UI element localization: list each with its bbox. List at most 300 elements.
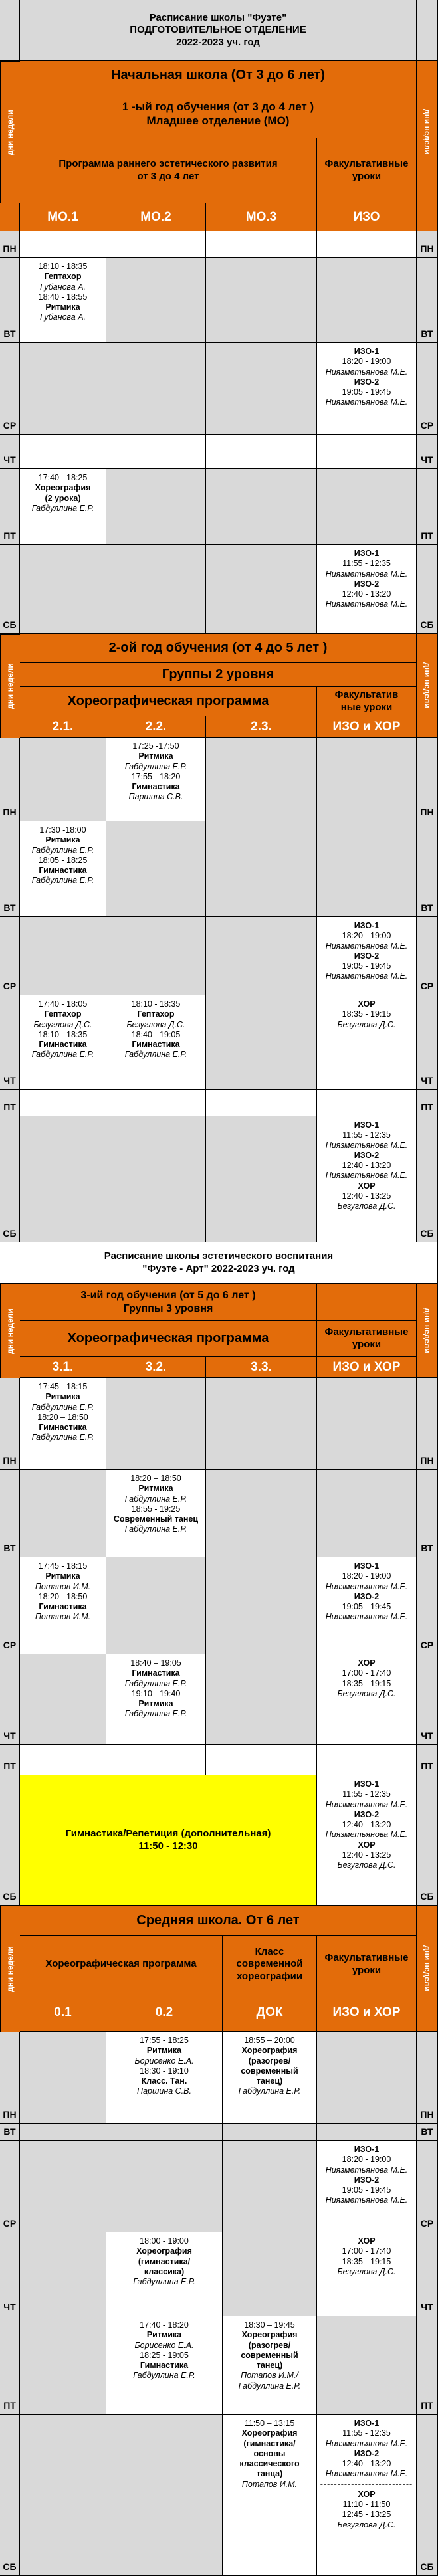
text-line: ИЗО-2 — [354, 2448, 380, 2458]
text-line: Ниязметьянова М.Е. — [325, 971, 408, 981]
text-line: ЧТ — [421, 454, 433, 465]
text-line: Ниязметьянова М.Е. — [325, 569, 408, 579]
schedule-cell — [106, 1557, 206, 1654]
schedule-cell — [317, 1378, 417, 1470]
text-line: ХОР — [358, 2236, 376, 2246]
schedule-cell — [206, 738, 317, 821]
text-line: ПН — [3, 806, 17, 817]
text-line: 18:20 - 18:50 — [38, 1591, 88, 1601]
day-label-right — [417, 435, 438, 469]
schedule-cell — [317, 2124, 417, 2141]
text-line: Безуглова Д.С. — [126, 1019, 185, 1029]
column-header — [20, 716, 106, 738]
text-line: Ритмика — [146, 2046, 182, 2056]
day-label-left — [0, 2316, 20, 2415]
text-line: 11:50 - 12:30 — [138, 1840, 198, 1852]
text-line: 19:05 - 19:45 — [342, 1602, 391, 1611]
text-line: Габдуллина Е.Р. — [124, 761, 187, 771]
schedule-cell — [106, 2141, 223, 2232]
day-label-left — [0, 2032, 20, 2124]
column-header — [20, 203, 106, 231]
schedule-cell — [206, 1116, 317, 1242]
schedule-cell — [20, 1470, 106, 1557]
day-label-right — [417, 258, 438, 343]
text-line: 12:40 - 13:25 — [342, 1850, 391, 1860]
text-line: Класс современной хореографии — [236, 1946, 303, 1982]
text-line: Гимнастика — [132, 782, 180, 791]
day-label-left — [0, 2415, 20, 2576]
schedule-cell — [106, 2415, 223, 2576]
side-label-right — [417, 1906, 438, 2032]
text-line: Ниязметьянова М.Е. — [325, 1171, 408, 1181]
section2-program-header — [20, 687, 317, 716]
text-line: Хореография — [35, 483, 91, 493]
text-line: ИЗО-1 — [354, 2419, 380, 2428]
section1-subtitle — [20, 90, 417, 138]
text-line: Габдуллина Е.Р. — [124, 1494, 187, 1504]
section2-title — [20, 634, 417, 663]
schedule-cell — [317, 821, 417, 917]
text-line: 12:40 - 13:20 — [342, 1820, 391, 1829]
text-line: ВТ — [3, 2126, 16, 2137]
schedule-cell — [206, 1378, 317, 1470]
text-line: ИЗО-1 — [354, 549, 380, 558]
text-line: ИЗО-2 — [354, 579, 380, 589]
schedule-cell — [317, 435, 417, 469]
day-label-right — [417, 821, 438, 917]
text-line: Габдуллина Е.Р. — [31, 1050, 94, 1060]
text-line: Факультативные уроки — [324, 1326, 409, 1350]
text-line: Гимнастика — [132, 1668, 180, 1678]
text-line: 2.2. — [145, 719, 167, 734]
text-line: 18:00 - 19:00 — [140, 2236, 189, 2246]
day-label-left — [0, 1654, 20, 1745]
text-line: 3-ий год обучения (от 5 до 6 лет ) — [80, 1289, 256, 1301]
text-line: дни недели — [422, 109, 432, 155]
text-line: 12:40 - 13:25 — [342, 1191, 391, 1201]
text-line: Безуглова Д.С. — [337, 1860, 396, 1870]
schedule-cell — [106, 738, 206, 821]
side-gap — [417, 203, 438, 231]
day-label-left — [0, 821, 20, 917]
text-line: ВТ — [421, 2126, 433, 2137]
section1-program-header — [20, 138, 317, 203]
section4-contemporary-header — [223, 1936, 317, 1993]
day-label-left — [0, 1090, 20, 1116]
text-line: СБ — [3, 1890, 17, 1902]
text-line: 17:00 - 17:40 — [342, 1668, 391, 1678]
text-line: Ниязметьянова М.Е. — [325, 599, 408, 609]
text-line: СР — [3, 419, 17, 431]
text-line: Класс. Тан. — [141, 2076, 187, 2086]
schedule-cell — [206, 545, 317, 634]
text-line: (разогрев/ — [248, 2340, 291, 2350]
text-line: (разогрев/ — [248, 2056, 291, 2066]
text-line: 3.2. — [145, 1359, 167, 1374]
schedule-cell — [106, 258, 206, 343]
text-line: ЧТ — [3, 1074, 16, 1086]
text-line: ПТ — [421, 530, 433, 541]
text-line: ЧТ — [421, 1074, 433, 1086]
schedule-cell — [106, 2032, 223, 2124]
text-line: ИЗО-1 — [354, 1779, 380, 1789]
text-line: ЧТ — [421, 2301, 433, 2312]
text-line: Средняя школа. От 6 лет — [136, 1913, 300, 1928]
text-line: 17:25 -17:50 — [132, 742, 179, 751]
text-line: 18:10 - 18:35 — [38, 262, 88, 271]
text-line: Ритмика — [146, 2330, 182, 2340]
side-label-left — [0, 1906, 20, 2032]
text-line: Хореография — [241, 2046, 298, 2056]
text-line: ЧТ — [3, 2301, 16, 2312]
text-line: ДОК — [256, 2005, 283, 2019]
column-header — [20, 1357, 106, 1378]
text-line: Факультатив ные уроки — [334, 689, 399, 713]
schedule-cell — [317, 545, 417, 634]
schedule-cell — [206, 1745, 317, 1775]
column-header — [317, 1357, 417, 1378]
side-gap — [0, 203, 20, 231]
text-line: СР — [420, 2217, 434, 2229]
text-line: Ритмика — [45, 1392, 80, 1402]
day-label-left — [0, 1557, 20, 1654]
schedule-cell — [20, 1090, 106, 1116]
text-line: Потапов И.М. — [241, 2479, 298, 2489]
text-line: Хореография — [241, 2330, 298, 2340]
day-label-right — [417, 1654, 438, 1745]
text-line: ХОР — [358, 1181, 376, 1191]
day-label-left — [0, 469, 20, 545]
section3-program-header — [20, 1321, 317, 1357]
text-line: ПТ — [3, 2399, 16, 2411]
text-line: 11:55 - 12:35 — [342, 1130, 391, 1140]
day-label-left — [0, 1745, 20, 1775]
text-line: 2.1. — [52, 719, 74, 734]
schedule-cell — [317, 2141, 417, 2232]
text-line: ИЗО-2 — [354, 1809, 380, 1819]
text-line: дни недели — [5, 1946, 15, 1992]
text-line: Ниязметьянова М.Е. — [325, 1830, 408, 1840]
text-line: Безуглова Д.С. — [337, 1201, 396, 1211]
text-line: 2022-2023 уч. год — [176, 36, 260, 48]
text-line: 18:40 - 18:55 — [38, 292, 88, 302]
schedule-cell — [106, 1470, 206, 1557]
text-line: 18:40 – 19:05 — [130, 1658, 181, 1668]
schedule-cell — [106, 343, 206, 435]
schedule-cell — [20, 2316, 106, 2415]
schedule-cell — [20, 469, 106, 545]
day-label-right — [417, 2316, 438, 2415]
text-line: 18:20 - 19:00 — [342, 1571, 391, 1581]
day-label-left — [0, 2141, 20, 2232]
section1-electives-header — [317, 138, 417, 203]
schedule-cell — [206, 231, 317, 258]
schedule-cell — [20, 258, 106, 343]
additional-class-banner — [20, 1775, 317, 1906]
schedule-cell — [317, 1654, 417, 1745]
text-line: современный — [241, 2066, 298, 2076]
text-line: ИЗО-2 — [354, 951, 380, 961]
text-line: 11:55 - 12:35 — [342, 559, 391, 569]
text-line: СБ — [3, 1227, 17, 1238]
side-label-left — [0, 634, 20, 738]
text-line: Габдуллина Е.Р. — [133, 2277, 195, 2286]
text-line: 17:40 - 18:05 — [38, 999, 88, 1009]
text-line: ИЗО-1 — [354, 1561, 380, 1571]
text-line: 19:05 - 19:45 — [342, 961, 391, 971]
text-line: классика) — [144, 2266, 185, 2276]
text-line: 11:10 - 11:50 — [342, 2500, 391, 2509]
header-right-gap — [417, 0, 438, 61]
text-line: ПН — [420, 243, 434, 254]
schedule-cell — [317, 343, 417, 435]
day-label-right — [417, 2124, 438, 2141]
text-line: 19:05 - 19:45 — [342, 387, 391, 397]
text-line: ИЗО-2 — [354, 1150, 380, 1160]
day-label-right — [417, 1378, 438, 1470]
schedule-cell — [20, 821, 106, 917]
text-line: ПТ — [421, 1760, 433, 1771]
text-line: 12:45 - 13:25 — [342, 2510, 391, 2520]
text-line: основы — [253, 2448, 286, 2458]
schedule-cell — [206, 821, 317, 917]
schedule-cell — [106, 2232, 223, 2316]
text-line: Современный танец — [113, 1514, 199, 1524]
text-line: дни недели — [422, 1308, 432, 1353]
schedule-cell — [20, 2415, 106, 2576]
text-line: 18:10 - 18:35 — [131, 999, 181, 1009]
text-line: 19:10 - 19:40 — [131, 1688, 181, 1698]
day-label-right — [417, 2141, 438, 2232]
text-line: Безуглова Д.С. — [337, 1019, 396, 1029]
column-header — [206, 1357, 317, 1378]
text-line: СБ — [420, 1227, 434, 1238]
text-line: 18:25 - 19:05 — [140, 2350, 189, 2360]
schedule-cell — [20, 2232, 106, 2316]
text-line: классического — [239, 2459, 300, 2468]
day-label-left — [0, 2124, 20, 2141]
text-line: СР — [3, 980, 17, 991]
text-line: ПН — [3, 2108, 17, 2120]
text-line: Габдуллина Е.Р. — [31, 876, 94, 886]
text-line: дни недели — [5, 663, 15, 709]
text-line: ПТ — [3, 530, 16, 541]
text-line: 12:40 - 13:20 — [342, 589, 391, 599]
text-line: Расписание школы "Фуэте" — [149, 12, 287, 24]
schedule-cell — [106, 2316, 223, 2415]
day-label-right — [417, 995, 438, 1090]
day-label-right — [417, 738, 438, 821]
schedule-cell — [206, 1090, 317, 1116]
schedule-cell — [317, 2032, 417, 2124]
schedule-cell — [20, 1654, 106, 1745]
schedule-cell — [20, 2032, 106, 2124]
schedule-cell — [106, 995, 206, 1090]
text-line: ИЗО-2 — [354, 2175, 380, 2185]
column-header — [317, 203, 417, 231]
text-line: ВТ — [421, 1542, 433, 1553]
text-line: Факультативные уроки — [324, 1952, 409, 1976]
schedule-cell — [317, 1470, 417, 1557]
text-line: Ниязметьянова М.Е. — [325, 2195, 408, 2205]
text-line: СБ — [420, 619, 434, 630]
day-label-right — [417, 469, 438, 545]
day-label-left — [0, 738, 20, 821]
text-line: СБ — [420, 1890, 434, 1902]
text-line: (2 урока) — [45, 493, 81, 503]
schedule-cell — [20, 2124, 106, 2141]
text-line: 2-ой год обучения (от 4 до 5 лет ) — [108, 641, 328, 656]
text-line: ХОР — [358, 999, 376, 1009]
text-line: 18:20 – 18:50 — [37, 1412, 88, 1422]
text-line: ЧТ — [3, 1730, 16, 1741]
text-line: 17:45 - 18:15 — [38, 1382, 88, 1391]
text-line: ВТ — [421, 902, 433, 913]
text-line: ВТ — [3, 1542, 16, 1553]
day-label-right — [417, 1775, 438, 1906]
text-line: ИЗО-1 — [354, 921, 380, 930]
text-line: Губанова А. — [39, 282, 86, 292]
column-header — [317, 716, 417, 738]
schedule-cell — [317, 469, 417, 545]
text-line: 18:20 - 19:00 — [342, 357, 391, 367]
text-line: 18:10 - 18:35 — [38, 1029, 88, 1039]
day-label-left — [0, 545, 20, 634]
text-line: ИЗО-1 — [354, 2145, 380, 2154]
text-line: дни недели — [5, 1308, 15, 1354]
text-line: Потапов И.М. — [35, 1581, 91, 1591]
text-line: Безуглова Д.С. — [337, 1688, 396, 1698]
text-line: 18:20 - 19:00 — [342, 2155, 391, 2165]
schedule-cell — [317, 995, 417, 1090]
text-line: Гимнастика — [140, 2361, 189, 2370]
text-line: Губанова А. — [39, 312, 86, 322]
text-line: "Фуэте - Арт" 2022-2023 уч. год — [142, 1262, 295, 1274]
text-line: ВТ — [3, 902, 16, 913]
text-line: Ниязметьянова М.Е. — [325, 1799, 408, 1809]
section3-electives-header — [317, 1321, 417, 1357]
text-line: Паршина С.В. — [128, 792, 183, 802]
text-line: Гептахор — [44, 272, 82, 282]
text-line: ИЗО и ХОР — [332, 1359, 401, 1374]
schedule-cell — [223, 2032, 317, 2124]
schedule-cell — [223, 2124, 317, 2141]
text-line: ПН — [3, 1454, 17, 1466]
schedule-cell — [223, 2415, 317, 2576]
section2-subtitle — [20, 663, 417, 687]
schedule-cell — [20, 1116, 106, 1242]
text-line: Группы 2 уровня — [162, 667, 274, 682]
text-line: ПН — [420, 806, 434, 817]
schedule-cell — [20, 1378, 106, 1470]
schedule-cell — [106, 917, 206, 995]
text-line: ПТ — [3, 1101, 16, 1112]
day-label-left — [0, 435, 20, 469]
schedule-cell — [106, 435, 206, 469]
text-line: Габдуллина Е.Р. — [238, 2381, 301, 2391]
schedule-cell — [206, 1654, 317, 1745]
text-line: СБ — [3, 619, 17, 630]
schedule-cell — [20, 917, 106, 995]
text-line: 18:30 - 19:10 — [140, 2066, 189, 2076]
text-line: Начальная школа (От 3 до 6 лет) — [111, 68, 325, 83]
column-header — [206, 716, 317, 738]
text-line: (гимнастика/ — [243, 2438, 296, 2448]
text-line: 11:55 - 12:35 — [342, 2428, 391, 2438]
side-label-left — [0, 61, 20, 203]
text-line: Гимнастика/Репетиция (дополнительная) — [65, 1828, 271, 1840]
text-line: МО.2 — [140, 209, 171, 224]
text-line: Габдуллина Е.Р. — [31, 503, 94, 513]
schedule-cell — [206, 258, 317, 343]
text-line: ИЗО и ХОР — [332, 2005, 401, 2019]
schedule-cell — [206, 995, 317, 1090]
text-line: 11:50 – 13:15 — [244, 2419, 295, 2428]
text-line: СР — [3, 2217, 17, 2229]
text-line: Борисенко Е.А. — [134, 2056, 194, 2066]
text-line: 18:35 - 19:15 — [342, 2256, 391, 2266]
section4-electives-header — [317, 1936, 417, 1993]
text-line: ХОР — [358, 1840, 376, 1850]
text-line: дни недели — [422, 1945, 432, 1991]
text-line: современный — [241, 2350, 298, 2360]
schedule-cell — [206, 1470, 317, 1557]
text-line: 18:20 – 18:50 — [130, 1474, 181, 1483]
schedule-cell — [206, 343, 317, 435]
text-line: ПТ — [421, 2399, 433, 2411]
text-line: Гептахор — [137, 1009, 175, 1019]
text-line: Ритмика — [45, 302, 80, 312]
schedule-cell — [20, 231, 106, 258]
text-line: СБ — [3, 2561, 17, 2572]
text-line: Гимнастика — [39, 1040, 87, 1049]
text-line: ЧТ — [421, 1730, 433, 1741]
schedule-cell — [206, 1557, 317, 1654]
text-line: СР — [420, 980, 434, 991]
text-line: СР — [3, 1639, 17, 1650]
schedule-cell — [20, 435, 106, 469]
text-line: ИЗО-2 — [354, 1591, 380, 1601]
side-label-right — [417, 1284, 438, 1378]
schedule-cell — [317, 2316, 417, 2415]
text-line: Гимнастика — [39, 1423, 87, 1432]
schedule-cell — [206, 469, 317, 545]
day-label-left — [0, 258, 20, 343]
column-header — [106, 1993, 223, 2032]
text-line: Ниязметьянова М.Е. — [325, 941, 408, 951]
section1-title — [20, 61, 417, 90]
text-line: 12:40 - 13:20 — [342, 2459, 391, 2468]
text-line: ИЗО — [353, 209, 380, 224]
text-line: 18:40 - 19:05 — [131, 1029, 181, 1039]
day-label-left — [0, 1116, 20, 1242]
column-header — [106, 716, 206, 738]
text-line: 0.2 — [155, 2005, 173, 2019]
column-header — [106, 203, 206, 231]
text-line: 3.1. — [52, 1359, 74, 1374]
text-line: ПТ — [421, 1101, 433, 1112]
text-line: Программа раннего эстетического развития от 3 до 4 лет — [58, 158, 278, 182]
column-header — [206, 203, 317, 231]
side-label-right — [417, 61, 438, 203]
text-line: Ниязметьянова М.Е. — [325, 1140, 408, 1150]
day-label-left — [0, 917, 20, 995]
schedule-cell — [20, 1557, 106, 1654]
text-line: Габдуллина Е.Р. — [31, 1433, 94, 1442]
section4-program-header — [20, 1936, 223, 1993]
text-line: МО.1 — [47, 209, 78, 224]
schedule-cell — [317, 1090, 417, 1116]
